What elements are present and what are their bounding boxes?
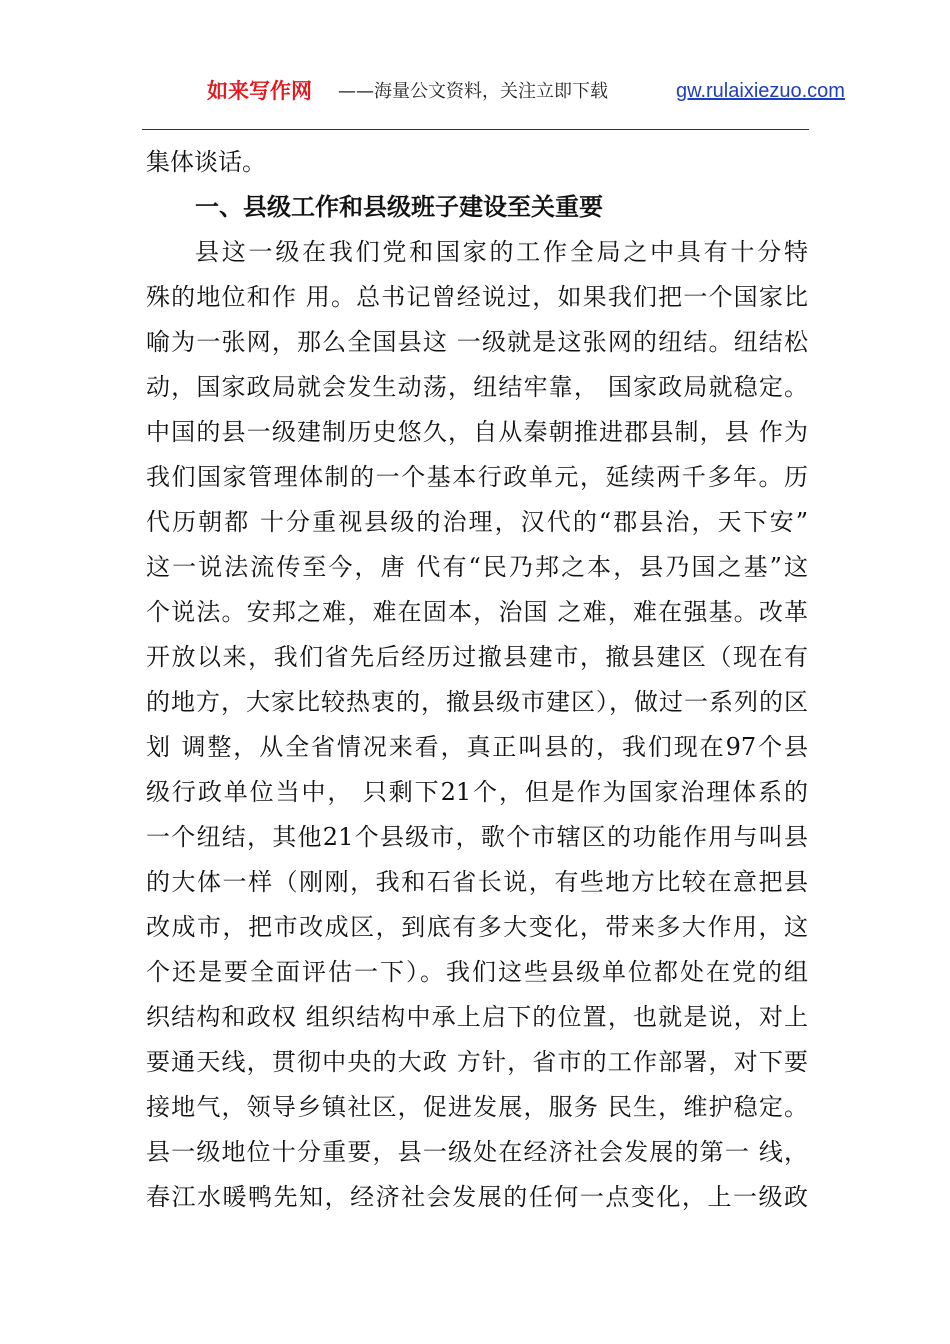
paragraph-first-line: 县这一级在我们党和国家的工作全局之中具有十分特	[195, 238, 808, 266]
text-line: 级行政单位当中， 只剩下21个，但是作为国家治理体系的	[146, 778, 808, 806]
document-body	[146, 140, 808, 1220]
text-line: 喻为一张网，那么全国县这 一级就是这张网的纽结。纽结松	[146, 328, 808, 356]
document-header	[0, 76, 950, 112]
header-tagline: ——海量公文资料，关注立即下载	[338, 81, 608, 102]
text-line: 春江水暖鸭先知，经济社会发展的任何一点变化，上一级政	[146, 1183, 808, 1211]
text-line: 这一说法流传至今，唐 代有“民乃邦之本，县乃国之基”这	[146, 553, 808, 581]
text-line: 个说法。安邦之难，难在固本，治国 之难，难在强基。改革	[146, 598, 808, 626]
text-line: 殊的地位和作 用。总书记曾经说过，如果我们把一个国家比	[146, 283, 808, 311]
text-line: 改成市，把市改成区，到底有多大变化，带来多大作用，这	[146, 913, 808, 941]
text-line: 要通天线，贯彻中央的大政 方针，省市的工作部署，对下要	[146, 1048, 808, 1076]
text-line: 的大体一样（刚刚，我和石省长说，有些地方比较在意把县	[146, 868, 808, 896]
brand-name: 如来写作网	[207, 79, 312, 103]
text-line: 动，国家政局就会发生动荡，纽结牢靠， 国家政局就稳定。	[146, 373, 808, 401]
text-line: 县一级地位十分重要，县一级处在经济社会发展的第一 线，	[146, 1138, 808, 1166]
site-link[interactable]: gw.rulaixiezuo.com	[676, 80, 845, 102]
text-line: 开放以来，我们省先后经历过撤县建市，撤县建区（现在有	[146, 643, 808, 671]
header-divider	[142, 129, 809, 130]
text-line: 接地气，领导乡镇社区，促进发展，服务 民生，维护稳定。	[146, 1093, 808, 1121]
text-line: 织结构和政权 组织结构中承上启下的位置，也就是说，对上	[146, 1003, 808, 1031]
text-line: 个还是要全面评估一下）。我们这些县级单位都处在党的组	[146, 958, 808, 986]
text-line: 的地方，大家比较热衷的，撤县级市建区），做过一系列的区	[146, 688, 808, 716]
text-line: 划 调整，从全省情况来看，真正叫县的，我们现在97个县	[146, 733, 808, 761]
text-line: 我们国家管理体制的一个基本行政单元，延续两千多年。历	[146, 463, 808, 491]
text-line: 集体谈话。	[146, 148, 266, 176]
text-line: 代历朝都 十分重视县级的治理，汉代的“郡县治，天下安”	[146, 508, 808, 536]
text-line: 中国的县一级建制历史悠久，自从秦朝推进郡县制，县 作为	[146, 418, 808, 446]
text-line: 一个纽结，其他21个县级市，歌个市辖区的功能作用与叫县	[146, 823, 808, 851]
section-heading: 一、县级工作和县级班子建设至关重要	[195, 193, 603, 221]
